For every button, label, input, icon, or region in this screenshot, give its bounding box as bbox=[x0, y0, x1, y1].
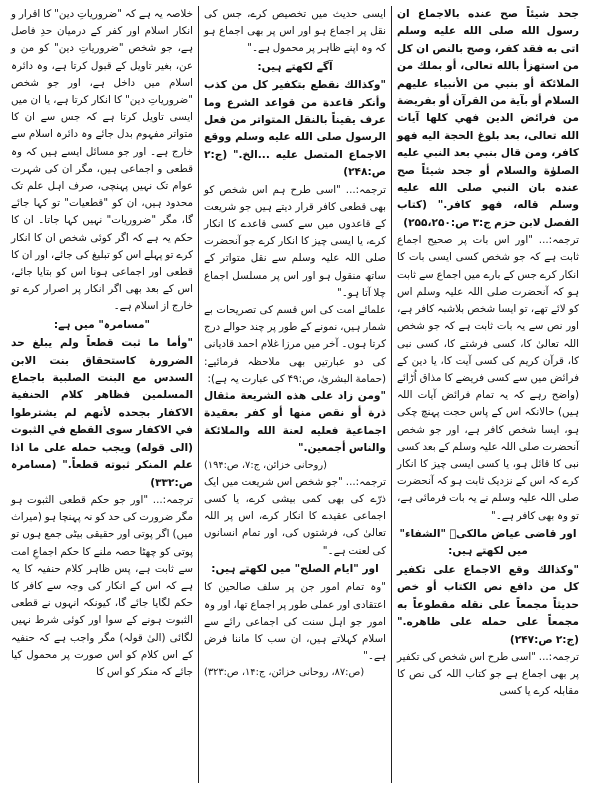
arabic-quote: "وكذالك نقطع بتكفير كل من كذب وأنكر قاعدة من قواعد الشرع وما عرف يقيناً بالنقل المتواتر من فعل الرسول صلى الله عليه وسلم ووقع الاجماع المتصل عليه ...الخ." (ج:۲ ص:۲۴۸) bbox=[204, 79, 386, 179]
heading: "مسامرہ" میں ہے: bbox=[53, 318, 151, 331]
arabic-quote: "ومن زاد على هذه الشريعة مثقال ذرة أو نقص منها أو كفر بعقيدة اجماعية فعليه لعنة الله والملائكة والناس أجمعين." bbox=[204, 390, 386, 455]
paragraph: ترجمہ:... "اور اس بات پر صحیح اجماع ثابت ہے کہ جو شخص کسی ایسی بات کا انکار کرے جس کے بارے میں اجماع سے ثابت ہو کہ آنحضرت صلی اللہ علیہ وسلم اس کو لائے تھے، تو ایسا شخص بلاشبہ کافر ہے، اور نص سے یہ بات ثابت ہے کہ جو شخص اللہ تعالیٰ کا، کسی فرشتے کا، کسی نبی کا، قرآن کریم کی کسی آیت کا، یا دین کے فرائض میں سے کسی فریضے کا مذاق اُڑائے (واضح رہے کہ یہ تمام فرائض آیات اللہ ہیں) حالانکہ اس کے پاس حجت پہنچ چکی ہو، ایسا شخص کافر ہے، اور جو شخص آنحضرت صلی اللہ علیہ وسلم کے بعد کسی نبی کا قائل ہو، یا کسی ایسی چیز کا انکار کرے کہ اس کے نزدیک ثابت ہو کہ آنحضرت صلی اللہ علیہ وسلم نے یہ بات فرمائی ہے، تو وہ بھی کافر ہے۔" bbox=[397, 234, 579, 522]
reference: (ص:۸۷، روحانی خزائن، ج:۱۴، ص:۳۲۳) bbox=[204, 667, 365, 679]
paragraph: "وہ تمام امور جن پر سلف صالحین کا اعتقادی اور عملی طور پر اجماع تھا، اور وہ امور جو اہل سنت کی اجماعی رائے سے اسلام کہلاتے ہیں، ان سب کا ماننا فرض ہے۔" bbox=[204, 581, 386, 663]
arabic-quote: "وأما ما ثبت قطعاً ولم يبلغ حد الضرورة كاستحقاق بنت الابن السدس مع البنت الصلبية باجماع المسلمين فظاهر كلام الحنفية الاكفار بجحده لأنهم لم يشترطوا في الاكفار سوى القطع في الثبوت (الى قوله) ويجب حمله على ما اذا علم المنكر ثبوته قطعاً." (مسامرہ ص:۳۳۲) bbox=[11, 337, 193, 489]
paragraph: ترجمہ:... "اسی طرح ہم اس شخص کو بھی قطعی کافر قرار دیتے ہیں جو شریعت کے قاعدوں میں سے کسی قاعدے کا انکار کرے، یا ایسی چیز کا انکار کرے جو آنحضرت صلی اللہ علیہ وسلم سے نقل متواتر کے ساتھ منقول ہو اور اس پر مسلسل اجماع چلا آتا ہو۔" bbox=[204, 183, 386, 299]
paragraph: خلاصہ یہ ہے کہ "ضروریاتِ دین" کا اقرار و انکار اسلام اور کفر کے درمیان حدِ فاصل ہے، جو شخص "ضروریاتِ دین" کو من و عن، بغیر تاویل کے قبول کرتا ہے، وہ دائرہ اسلام میں داخل ہے، اور جو شخص "ضروریاتِ دین" کا انکار کرتا ہے، یا ان میں ایسی تاویل کرتا ہے کہ جس سے ان کا متواتر مفہوم بدل جائے وہ دائرہ اسلام سے خارج ہے۔ اور جو مسائل ایسے ہیں کہ وہ قطعی و اجماعی ہیں، مگر ان کی شہرت عوام تک نہیں پہنچی، صرف اہل علم تک محدود ہیں، ان کو "قطعیات" تو کہا جائے گا، مگر "ضروریات" نہیں کہا جاتا۔ ان کا حکم یہ ہے کہ اگر کوئی شخص ان کا انکار کرے تو پہلے اس کو تبلیغ کی جائے، اور ان کا قطعی اور اجماعی ہونا اس کو بتایا جائے، اس کے بعد بھی اگر انکار پر اصرار کرے تو خارج از اسلام ہے۔ bbox=[11, 8, 193, 313]
heading: آگے لکھتے ہیں: bbox=[257, 60, 333, 73]
paragraph: ایسی حدیث میں تخصیص کرے، جس کی نقل پر اجماع ہو اور اس پر بھی اجماع ہو کہ وہ اپنے ظاہر پر محمول ہے۔" bbox=[204, 8, 386, 55]
column-left bbox=[6, 6, 199, 783]
paragraph: ترجمہ:... "اور جو حکم قطعی الثبوت ہو مگر ضرورت کی حد کو نہ پہنچا ہو (میراث میں) اگر پوتی اور حقیقی بیٹی جمع ہوں تو پوتی کو چھٹا حصہ ملنے کا حکم اجماعِ امت سے ثابت ہے، پس ظاہر کلام حنفیہ کا یہ ہے کہ اس کے انکار کی وجہ سے کافر کا حکم لگایا جائے گا، کیونکہ انہوں نے قطعی الثبوت ہونے کے سوا اور کوئی شرط نہیں لگائی (الیٰ قولہ) مگر واجب ہے کہ حنفیہ کے اس کلام کو اس صورت پر محمول کیا جائے کہ منکر کو اس کا bbox=[11, 493, 193, 678]
heading: اور "ایام الصلح" میں لکھتے ہیں: bbox=[211, 562, 379, 575]
column-right bbox=[392, 6, 584, 783]
arabic-quote: "وكذالك وقع الاجماع على تكفير كل من دافع نص الكتاب أو خص حديثاً مجمعاً على نقله مقطوعاً به مجمعاً على حمله على ظاهره." (ج:۲ ص:۲۴۷) bbox=[397, 563, 579, 646]
column-middle bbox=[199, 6, 392, 783]
arabic-quote: جحد شيئاً صح عنده بالاجماع ان رسول الله صلى الله عليه وسلم اتى به فقد كفر، وصح بالنص ان كل من استهزأ بالله تعالى، أو بملك من الملائكة أو بنبي من الأنبياء عليهم السلام أو بآية من القرآن أو بفريضة من فرائض الدين فهي كلها آيات الله تعالى، بعد بلوغ الحجة اليه فهو كافر، ومن قال بنبي بعد النبي عليه الصلوٰة والسلام أو جحد شيئاً صح عنده بان النبي صلى الله عليه وسلم قاله، فهو كافر." (كتاب الفصل لابن حزم ج:۳ ص:۲۵۵،۲۵۰) bbox=[397, 8, 579, 229]
paragraph: ترجمہ:... "جو شخص اس شریعت میں ایک ذرّے کی بھی کمی بیشی کرے، یا کسی اجماعی عقیدے کا انکار کرے، اس پر اللہ تعالیٰ کی، فرشتوں کی، اور تمام انسانوں کی لعنت ہے۔" bbox=[204, 475, 386, 557]
paragraph: علمائے امت کی اس قسم کی تصریحات بے شمار ہیں، نمونے کے طور پر چند حوالے درج کرتا ہوں۔ آخر میں مرزا غلام احمد قادیانی کی دو عبارتیں بھی ملاحظہ فرمائیے: (حمامة البشریٰ، ص:۴۹ کی عبارت یہ ہے): bbox=[204, 304, 386, 385]
paragraph: ترجمہ:... "اسی طرح اس شخص کی تکفیر پر بھی اجماع ہے جو کتاب اللہ کی نص کا مقابلہ کرے یا کسی bbox=[397, 650, 579, 698]
reference: (روحانی خزائن، ج:۷، ص:۱۹۴) bbox=[204, 459, 327, 471]
heading: اور قاضی عیاض مالکیؒ "الشفاء" میں لکھتے ہیں: bbox=[399, 527, 577, 558]
